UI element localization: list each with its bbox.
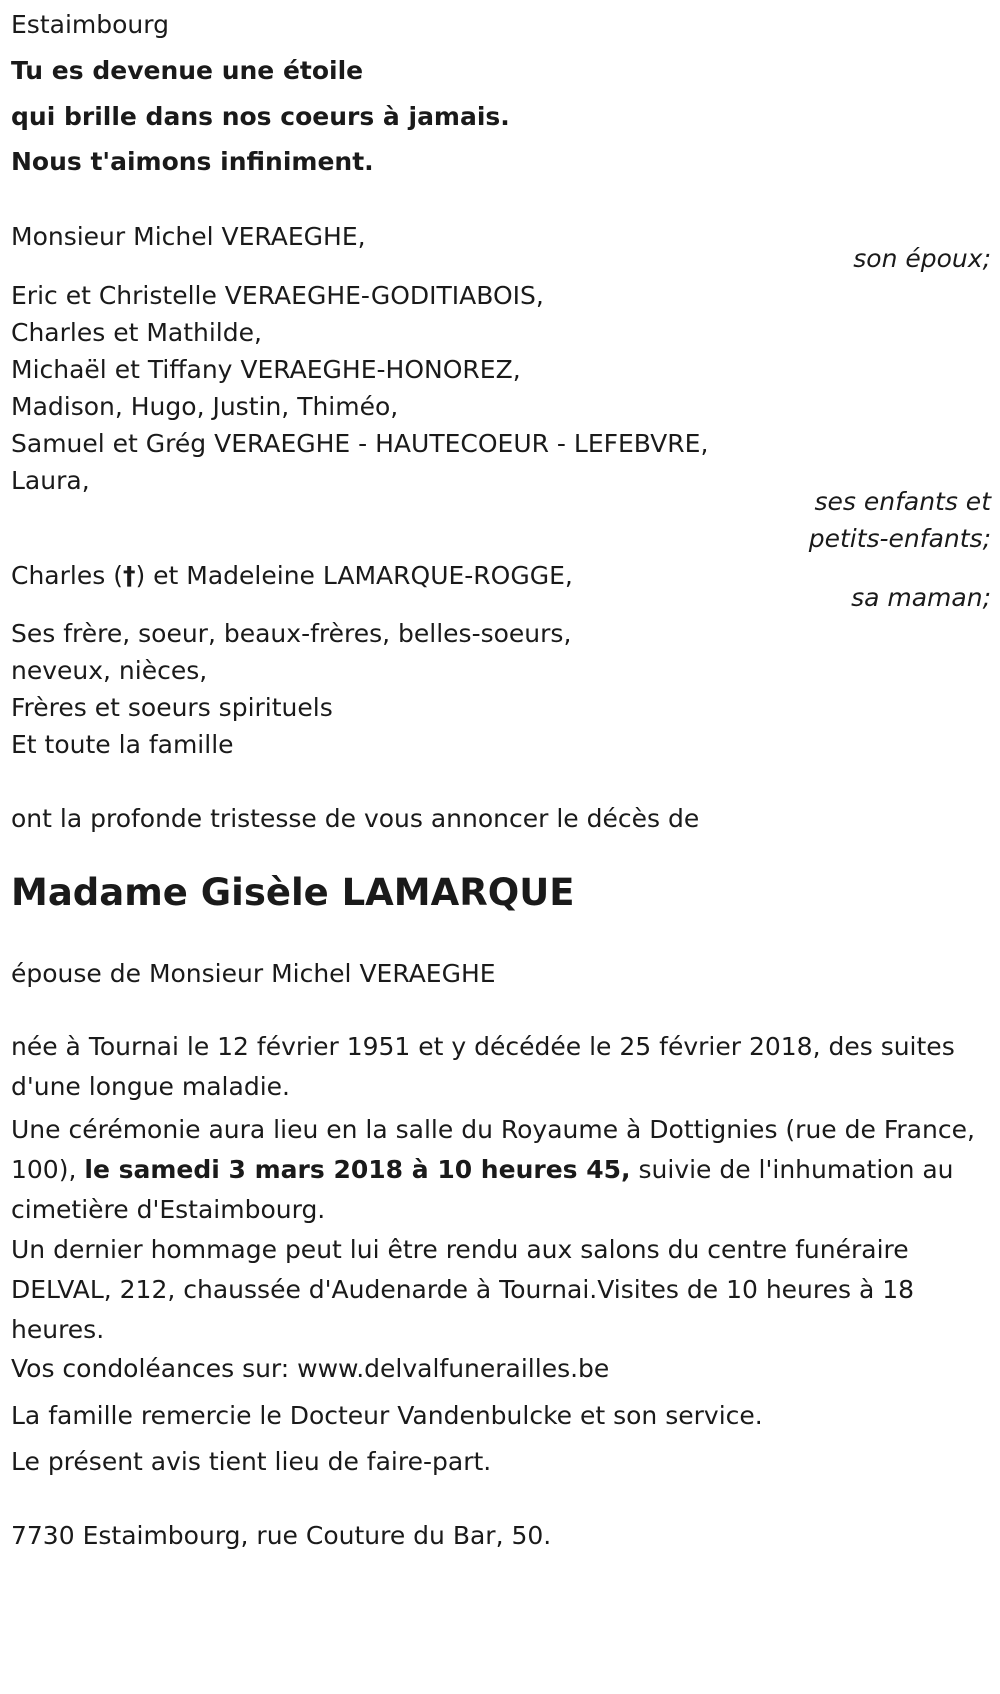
- mother-relation: sa maman;: [851, 583, 991, 612]
- tribute-paragraph: Un dernier hommage peut lui être rendu aux salons du centre funéraire DELVAL, 212, chaussée d'Audenarde à Tournai.Visites de 10 heures à 18 heures.: [11, 1235, 915, 1344]
- mother-name-before: Charles (: [11, 561, 123, 590]
- thanks: La famille remercie le Docteur Vandenbulcke et son service.: [11, 1401, 763, 1430]
- spouse-relation: son époux;: [853, 244, 991, 273]
- spouse-name: Monsieur Michel VERAEGHE,: [11, 222, 366, 251]
- ceremony-text-after: suivie de l'inhumation au cimetière d'Estaimbourg.: [11, 1155, 954, 1224]
- mother-line: [11, 563, 573, 588]
- deceased-name: Madame Gisèle LAMARQUE: [11, 871, 575, 914]
- child-line-4: Madison, Hugo, Justin, Thiméo,: [11, 392, 399, 421]
- ceremony-date: le samedi 3 mars 2018 à 10 heures 45,: [84, 1155, 631, 1184]
- poem-line-3: Nous t'aimons infiniment.: [11, 147, 374, 176]
- announcement: ont la profonde tristesse de vous annoncer le décès de: [11, 804, 700, 833]
- poem-line-1: Tu es devenue une étoile: [11, 56, 364, 85]
- children-relation-2: petits-enfants;: [808, 524, 991, 553]
- spouse-of: épouse de Monsieur Michel VERAEGHE: [11, 959, 496, 988]
- family-line-3: Frères et soeurs spirituels: [11, 693, 333, 722]
- family-line-4: Et toute la famille: [11, 730, 234, 759]
- birth-death-paragraph: née à Tournai le 12 février 1951 et y décédée le 25 février 2018, des suites d'une longue maladie.: [11, 1032, 955, 1101]
- address: 7730 Estaimbourg, rue Couture du Bar, 50.: [11, 1521, 552, 1550]
- ceremony-text-before: Une cérémonie aura lieu en la salle du Royaume à Dottignies (rue de France, 100),: [11, 1115, 975, 1184]
- cross-icon: †: [122, 561, 136, 590]
- children-relation-1: ses enfants et: [814, 487, 991, 516]
- family-line-2: neveux, nièces,: [11, 656, 208, 685]
- poem-line-2: qui brille dans nos coeurs à jamais.: [11, 102, 510, 131]
- condolences: Vos condoléances sur: www.delvalfunerailles.be: [11, 1354, 610, 1383]
- child-line-6: Laura,: [11, 466, 90, 495]
- notice: Le présent avis tient lieu de faire-part.: [11, 1447, 492, 1476]
- child-line-5: Samuel et Grég VERAEGHE - HAUTECOEUR - LEFEBVRE,: [11, 429, 709, 458]
- child-line-2: Charles et Mathilde,: [11, 318, 262, 347]
- family-line-1: Ses frère, soeur, beaux-frères, belles-soeurs,: [11, 619, 572, 648]
- location: Estaimbourg: [11, 10, 169, 39]
- ceremony-paragraph: [11, 1110, 991, 1230]
- child-line-1: Eric et Christelle VERAEGHE-GODITIABOIS,: [11, 281, 544, 310]
- mother-name-after: ) et Madeleine LAMARQUE-ROGGE,: [135, 561, 573, 590]
- child-line-3: Michaël et Tiffany VERAEGHE-HONOREZ,: [11, 355, 521, 384]
